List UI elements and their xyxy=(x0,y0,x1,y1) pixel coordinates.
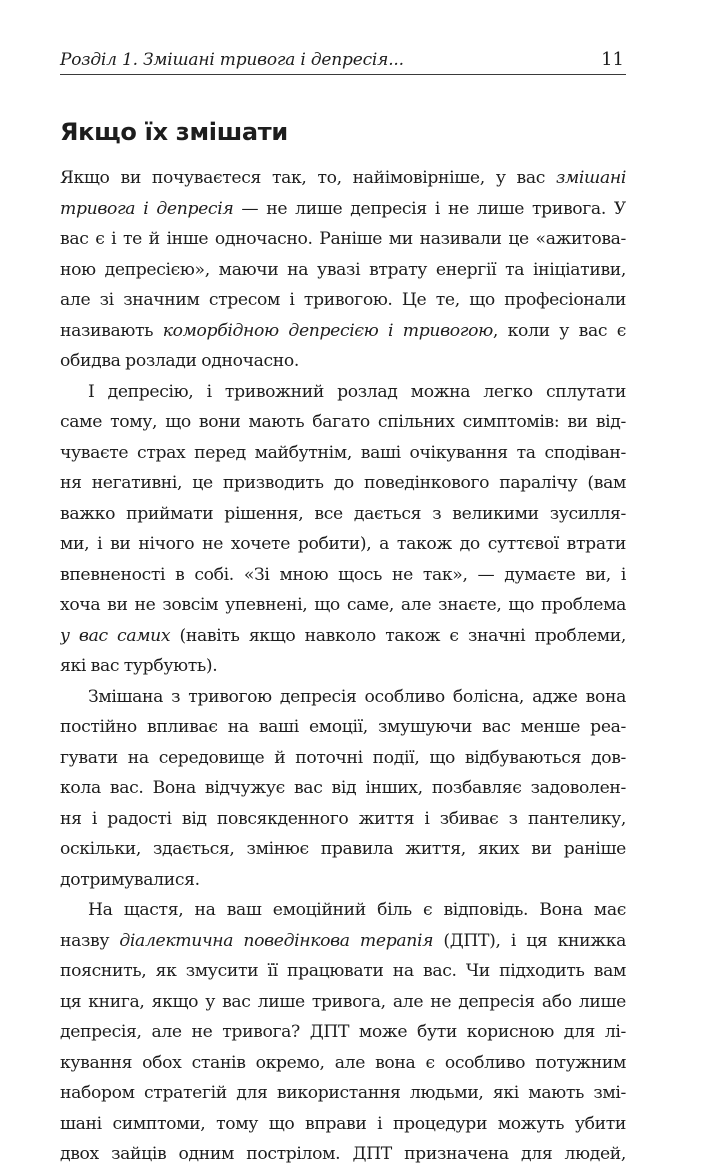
running-title: Розділ 1. Змішані тривога і депресія... xyxy=(60,50,404,70)
text-segment: пояснить, як змусити її працювати на вас. Чи підходить вам xyxy=(60,961,626,981)
text-line xyxy=(60,316,626,347)
text-segment: важко приймати рішення, все дається з великими зусилля- xyxy=(60,503,626,524)
text-segment: набором стратегій для використання людьми, які мають змі- xyxy=(60,1083,626,1103)
text-segment: На щастя, на ваш емоційний біль є відповідь. Вона має xyxy=(88,900,626,920)
text-line xyxy=(60,468,626,499)
text-segment: гувати на середовище й поточні події, що відбуваються дов- xyxy=(60,747,626,768)
text-line xyxy=(60,834,626,865)
text-line xyxy=(60,529,626,560)
text-segment: — не лише депресія і не лише тривога. У xyxy=(233,198,626,219)
text-segment: кола вас. Вона відчужує вас від інших, позбавляє задоволен- xyxy=(60,778,626,798)
text-line xyxy=(60,346,626,377)
text-segment: (навіть якщо навколо також є значні проблеми, xyxy=(170,625,626,646)
italic-term: у вас самих xyxy=(60,625,171,646)
text-segment: обидва розлади одночасно. xyxy=(60,351,299,371)
text-segment: називають xyxy=(60,320,163,341)
text-segment: які вас турбують). xyxy=(60,656,218,676)
text-segment: впевненості в собі. «Зі мною щось не так», — думаєте ви, і xyxy=(60,564,626,585)
text-line xyxy=(60,682,626,713)
text-line xyxy=(60,743,626,774)
running-header xyxy=(60,44,626,75)
text-segment: (ДПТ), і ця книжка xyxy=(433,930,626,951)
italic-term: коморбідною депресією і тривогою xyxy=(162,320,493,341)
text-line xyxy=(60,1109,626,1140)
text-line xyxy=(60,804,626,835)
text-line xyxy=(60,224,626,255)
text-segment: шані симптоми, тому що вправи і процедури можуть убити xyxy=(60,1113,626,1134)
text-segment: , коли у вас є xyxy=(492,320,626,341)
text-segment: але зі значним стресом і тривогою. Це те, що професіонали xyxy=(60,290,626,310)
text-segment: хоча ви не зовсім упевнені, що саме, але знаєте, що проблема xyxy=(60,595,626,615)
text-line xyxy=(60,1048,626,1079)
text-line xyxy=(60,1017,626,1048)
text-segment: кування обох станів окремо, але вона є особливо потужним xyxy=(60,1052,626,1073)
text-line xyxy=(60,407,626,438)
text-line xyxy=(60,926,626,957)
text-line xyxy=(60,255,626,286)
text-segment: Змішана з тривогою депресія особливо болісна, адже вона xyxy=(88,686,626,707)
text-line xyxy=(60,987,626,1018)
text-line xyxy=(60,712,626,743)
text-line xyxy=(60,956,626,987)
text-line xyxy=(60,438,626,469)
text-line xyxy=(60,285,626,316)
text-segment: назву xyxy=(60,930,120,951)
text-segment: ня негативні, це призводить до поведінкового паралічу (вам xyxy=(60,473,626,493)
text-segment: Якщо ви почуваєтеся так, то, найімовірніше, у вас xyxy=(60,168,556,188)
text-line xyxy=(60,590,626,621)
text-line xyxy=(60,865,626,896)
text-line xyxy=(60,499,626,530)
text-line xyxy=(60,651,626,682)
page-number: 11 xyxy=(601,49,624,70)
text-line xyxy=(60,1078,626,1109)
text-line xyxy=(60,560,626,591)
text-segment: саме тому, що вони мають багато спільних симптомів: ви від- xyxy=(60,412,626,432)
text-segment: чуваєте страх перед майбутнім, ваші очікування та сподіван- xyxy=(60,442,626,463)
text-segment: двох зайців одним пострілом. ДПТ призначена для людей, xyxy=(60,1144,626,1164)
text-segment: ми, і ви нічого не хочете робити), а також до суттєвої втрати xyxy=(60,534,626,554)
text-segment: ною депресією», маючи на увазі втрату енергії та ініціативи, xyxy=(60,259,626,280)
section-heading: Якщо їх змішати xyxy=(60,118,288,146)
text-segment: ця книга, якщо у вас лише тривога, але не депресія або лише xyxy=(60,991,626,1012)
text-segment: І депресію, і тривожний розлад можна легко сплутати xyxy=(88,381,626,402)
text-segment: вас є і те й інше одночасно. Раніше ми називали це «ажитова- xyxy=(60,229,626,249)
text-line xyxy=(60,621,626,652)
text-line xyxy=(60,895,626,926)
text-line xyxy=(60,194,626,225)
italic-term: змішані xyxy=(555,168,626,188)
text-line xyxy=(60,377,626,408)
text-line xyxy=(60,773,626,804)
body-text xyxy=(60,163,626,1170)
italic-term: тривога і депресія xyxy=(60,198,234,219)
text-line xyxy=(60,1139,626,1170)
italic-term: діалектична поведінкова терапія xyxy=(119,930,434,951)
text-segment: оскільки, здається, змінює правила життя, яких ви раніше xyxy=(60,839,626,859)
text-line xyxy=(60,163,626,194)
text-segment: депресія, але не тривога? ДПТ може бути корисною для лі- xyxy=(60,1022,626,1042)
text-segment: постійно впливає на ваші емоції, змушуючи вас менше реа- xyxy=(60,717,626,737)
text-segment: дотримувалися. xyxy=(60,869,200,890)
text-segment: ня і радості від повсякденного життя і збиває з пантелику, xyxy=(60,808,626,829)
